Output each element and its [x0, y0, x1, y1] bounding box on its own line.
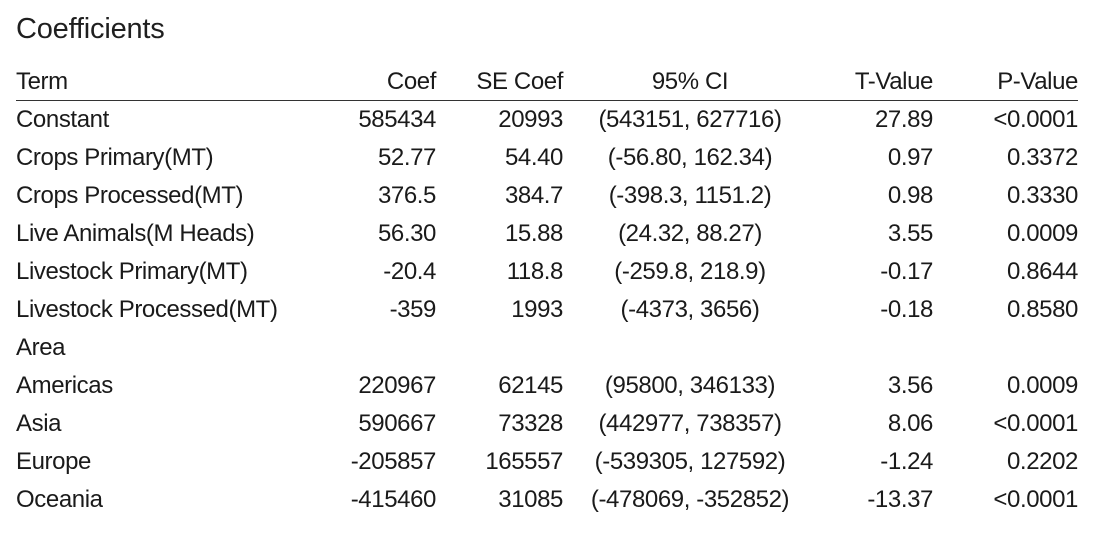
term-cell: Americas [16, 372, 113, 399]
table-row [16, 253, 1078, 291]
ci-cell: (442977, 738357) [598, 410, 782, 437]
p-value-cell: 0.8644 [1006, 258, 1078, 285]
se-coef-cell: 384.7 [504, 182, 563, 209]
se-coef-cell: 31085 [498, 486, 563, 513]
ci-cell: (95800, 346133) [604, 372, 776, 399]
column-header-se-coef: SE Coef [436, 64, 563, 101]
table-row [16, 101, 1078, 140]
ci-cell: (-539305, 127592) [594, 448, 786, 475]
table-header-row [16, 64, 1078, 101]
page-title: Coefficients [16, 13, 165, 45]
table-row [16, 291, 1078, 329]
p-value-cell: 0.0009 [1006, 220, 1078, 247]
t-value-cell: -13.37 [867, 486, 933, 513]
coef-cell: 56.30 [377, 220, 436, 247]
ci-cell: (-56.80, 162.34) [607, 144, 773, 171]
p-value-cell: 0.2202 [1006, 448, 1078, 475]
column-header-95-ci: 95% CI [563, 64, 817, 101]
p-value-cell: 0.3330 [1006, 182, 1078, 209]
group-label-area: Area [16, 334, 66, 361]
t-value-cell: -0.18 [880, 296, 933, 323]
ci-cell: (543151, 627716) [598, 106, 782, 133]
group-header-row [16, 329, 1078, 367]
coef-cell: -20.4 [383, 258, 436, 285]
se-coef-cell: 15.88 [504, 220, 563, 247]
t-value-cell: 8.06 [887, 410, 933, 437]
se-coef-cell: 73328 [498, 410, 563, 437]
t-value-cell: -1.24 [880, 448, 933, 475]
ci-cell: (-398.3, 1151.2) [608, 182, 772, 209]
se-coef-cell: 54.40 [504, 144, 563, 171]
p-value-cell: <0.0001 [993, 106, 1078, 133]
table-row [16, 215, 1078, 253]
coefficients-table [16, 64, 1078, 519]
t-value-cell: 3.55 [887, 220, 933, 247]
coef-cell: 52.77 [377, 144, 436, 171]
coef-cell: -205857 [350, 448, 436, 475]
table-row [16, 405, 1078, 443]
term-cell: Live Animals(M Heads) [16, 220, 255, 247]
table-row [16, 367, 1078, 405]
p-value-cell: <0.0001 [993, 410, 1078, 437]
table-row [16, 443, 1078, 481]
ci-cell: (-478069, -352852) [590, 486, 790, 513]
se-coef-cell: 165557 [485, 448, 563, 475]
se-coef-cell: 1993 [511, 296, 563, 323]
coef-cell: 220967 [358, 372, 436, 399]
column-header-coef: Coef [321, 64, 436, 101]
ci-cell: (24.32, 88.27) [618, 220, 762, 247]
t-value-cell: 3.56 [887, 372, 933, 399]
table-row [16, 481, 1078, 519]
column-header-t-value: T-Value [817, 64, 933, 101]
table-row [16, 177, 1078, 215]
p-value-cell: 0.3372 [1006, 144, 1078, 171]
coef-cell: 590667 [358, 410, 436, 437]
coef-cell: 585434 [358, 106, 436, 133]
term-cell: Constant [16, 106, 109, 133]
coef-cell: 376.5 [377, 182, 436, 209]
p-value-cell: 0.8580 [1006, 296, 1078, 323]
se-coef-cell: 62145 [498, 372, 563, 399]
ci-cell: (-259.8, 218.9) [614, 258, 766, 285]
term-cell: Crops Processed(MT) [16, 182, 244, 209]
column-header-p-value: P-Value [933, 64, 1078, 101]
p-value-cell: <0.0001 [993, 486, 1078, 513]
t-value-cell: 0.97 [887, 144, 933, 171]
term-cell: Livestock Primary(MT) [16, 258, 248, 285]
term-cell: Livestock Processed(MT) [16, 296, 278, 323]
term-cell: Oceania [16, 486, 103, 513]
column-header-term: Term [16, 64, 321, 101]
t-value-cell: -0.17 [880, 258, 933, 285]
t-value-cell: 0.98 [887, 182, 933, 209]
p-value-cell: 0.0009 [1006, 372, 1078, 399]
table-row [16, 139, 1078, 177]
coef-cell: -415460 [350, 486, 436, 513]
term-cell: Crops Primary(MT) [16, 144, 214, 171]
t-value-cell: 27.89 [874, 106, 933, 133]
se-coef-cell: 20993 [498, 106, 563, 133]
term-cell: Asia [16, 410, 62, 437]
term-cell: Europe [16, 448, 91, 475]
ci-cell: (-4373, 3656) [620, 296, 760, 323]
coef-cell: -359 [389, 296, 436, 323]
se-coef-cell: 118.8 [506, 258, 563, 285]
